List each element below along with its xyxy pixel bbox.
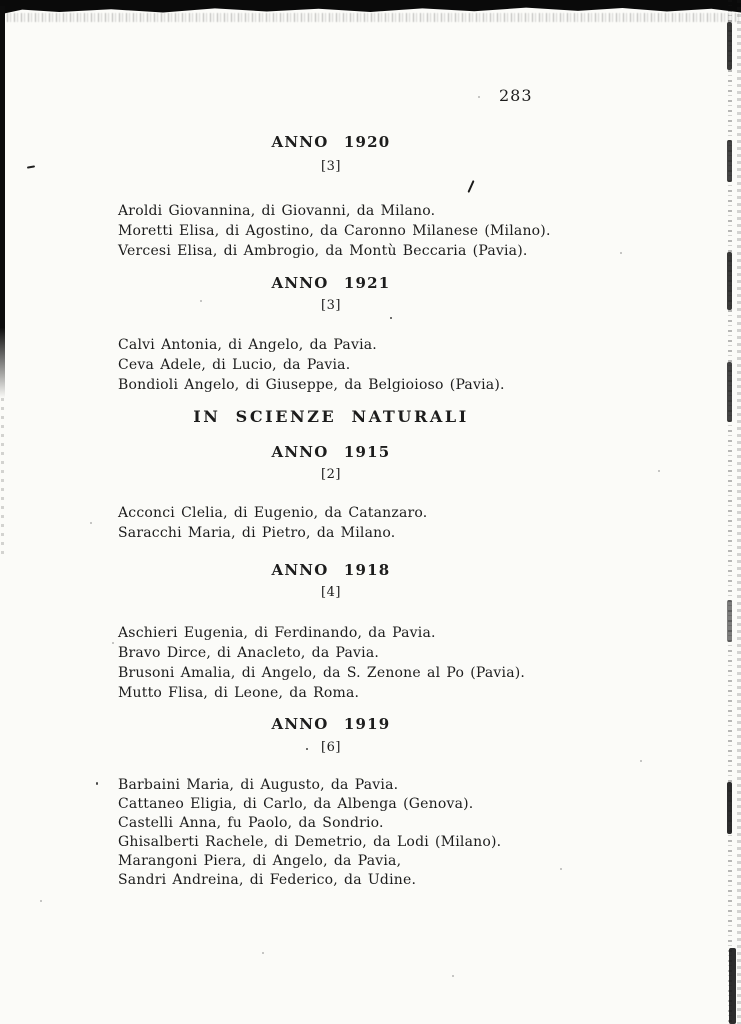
scan-right-segment <box>727 252 732 310</box>
section-heading-anno-1918: ANNO 1918 <box>271 561 391 579</box>
scan-speck <box>96 782 98 785</box>
section-count-anno-1918: [4] <box>321 585 341 600</box>
entry-list-anno-1915 <box>118 503 427 543</box>
scan-speck <box>620 252 622 254</box>
scan-right-segment <box>729 948 736 1024</box>
entry-line: Acconci Clelia, di Eugenio, da Catanzaro. <box>118 505 428 521</box>
division-heading-scienze-naturali: IN SCIENZE NATURALI <box>193 407 469 426</box>
entry-list-anno-1921 <box>118 335 505 395</box>
entry-line: Saracchi Maria, di Pietro, da Milano. <box>118 525 396 541</box>
entry-line: Marangoni Piera, di Angelo, da Pavia, <box>118 853 402 869</box>
entry-line: Castelli Anna, fu Paolo, da Sondrio. <box>118 815 384 831</box>
section-heading-anno-1919: ANNO 1919 <box>271 715 391 733</box>
section-count-anno-1919: [6] <box>321 740 341 755</box>
entry-line: Vercesi Elisa, di Ambrogio, da Montù Beccaria (Pavia). <box>118 243 528 259</box>
scan-speck <box>40 900 42 902</box>
entry-line: Sandri Andreina, di Federico, da Udine. <box>118 872 417 888</box>
page-number: 283 <box>499 86 533 105</box>
entry-line: Brusoni Amalia, di Angelo, da S. Zenone al Po (Pavia). <box>118 665 526 681</box>
entry-line: Ghisalberti Rachele, di Demetrio, da Lodi (Milano). <box>118 834 502 850</box>
scan-speck <box>90 522 92 524</box>
scan-left-edge-artifact <box>0 6 5 398</box>
scan-right-segment <box>727 600 732 642</box>
entry-line: Moretti Elisa, di Agostino, da Caronno Milanese (Milano). <box>118 223 551 239</box>
entry-list-anno-1918 <box>118 623 525 703</box>
entry-line: Calvi Antonia, di Angelo, da Pavia. <box>118 337 377 353</box>
entry-line: Aschieri Eugenia, di Ferdinando, da Pavia. <box>118 625 436 641</box>
scan-speck <box>262 952 264 954</box>
scan-right-segment <box>727 782 732 834</box>
entry-line: Ceva Adele, di Lucio, da Pavia. <box>118 357 351 373</box>
scan-right-segment <box>727 362 732 422</box>
entry-line: Bravo Dirce, di Anacleto, da Pavia. <box>118 645 380 661</box>
scan-right-edge-artifact <box>737 0 741 1024</box>
scan-slash-speck <box>467 180 474 193</box>
section-heading-anno-1915: ANNO 1915 <box>271 443 391 461</box>
scan-speck <box>640 760 642 762</box>
entry-list-anno-1919 <box>118 776 501 890</box>
scan-top-grain-artifact <box>0 13 741 22</box>
entry-line: Mutto Flisa, di Leone, da Roma. <box>118 685 360 701</box>
section-count-anno-1920: [3] <box>321 159 341 174</box>
scan-speck <box>560 868 562 870</box>
section-count-anno-1921: [3] <box>321 298 341 313</box>
entry-line: Cattaneo Eligia, di Carlo, da Albenga (Genova). <box>118 796 474 812</box>
scan-speck <box>390 317 392 319</box>
scan-speck <box>452 975 454 977</box>
entry-line: Barbaini Maria, di Augusto, da Pavia. <box>118 777 399 793</box>
scan-speck <box>112 642 114 644</box>
scan-right-segment <box>727 22 732 70</box>
scan-speck <box>478 96 480 98</box>
scan-right-segment <box>727 140 732 182</box>
entry-list-anno-1920 <box>118 201 551 261</box>
entry-line: Bondioli Angelo, di Giuseppe, da Belgioioso (Pavia). <box>118 377 505 393</box>
entry-line: Aroldi Giovannina, di Giovanni, da Milano. <box>118 203 436 219</box>
section-count-anno-1915: [2] <box>321 467 341 482</box>
section-heading-anno-1920: ANNO 1920 <box>271 133 391 151</box>
section-heading-anno-1921: ANNO 1921 <box>271 274 391 292</box>
